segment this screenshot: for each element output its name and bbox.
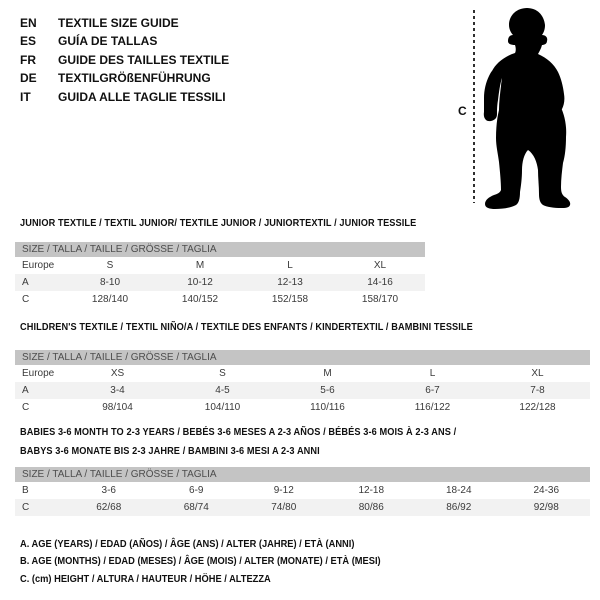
language-code: FR <box>20 52 36 67</box>
height-measure-dashed-line <box>473 10 475 203</box>
table-row <box>15 365 590 382</box>
language-label: GUIDE DES TAILLES TEXTILE <box>58 52 230 67</box>
table-row <box>15 499 590 516</box>
language-code: IT <box>20 89 31 104</box>
size-value-cell: 14-16 <box>367 277 393 288</box>
row-label: A <box>22 385 29 396</box>
language-code: EN <box>20 16 37 30</box>
size-value-cell: 104/110 <box>204 402 241 413</box>
language-code: DE <box>20 71 37 86</box>
row-label: Europe <box>22 368 55 379</box>
size-value-cell: 24-36 <box>533 485 560 496</box>
size-value-cell: S <box>106 260 114 271</box>
size-header-label: SIZE / TALLA / TAILLE / GRÖSSE / TAGLIA <box>22 469 217 480</box>
table-row <box>15 382 590 399</box>
size-header-bar <box>15 242 425 257</box>
size-value-cell: 12-18 <box>358 485 385 496</box>
size-value-cell: XL <box>531 368 544 379</box>
legend-line-c: C. (cm) HEIGHT / ALTURA / HAUTEUR / HÖHE / ALTEZZA <box>20 573 271 585</box>
size-value-cell: XS <box>110 368 125 379</box>
language-label: GUÍA DE TALLAS <box>58 34 158 49</box>
legend-line-a: A. AGE (YEARS) / EDAD (AÑOS) / ÂGE (ANS) / ALTER (JAHRE) / ETÀ (ANNI) <box>20 539 355 550</box>
legend-block <box>20 536 408 588</box>
size-value-cell: 74/80 <box>271 502 297 513</box>
size-value-cell: 4-5 <box>215 385 230 396</box>
size-value-cell: L <box>429 368 436 379</box>
row-label: C <box>22 402 30 413</box>
row-label: C <box>22 502 30 513</box>
size-value-cell: M <box>195 260 205 271</box>
size-value-cell: 152/158 <box>271 294 309 305</box>
size-value-cell: 6-9 <box>189 485 204 496</box>
size-value-cell: 158/170 <box>361 294 399 305</box>
row-label: C <box>22 294 30 305</box>
language-label: TEXTILGRÖßENFÜHRUNG <box>58 71 211 86</box>
size-value-cell: 110/116 <box>310 402 345 413</box>
junior-table-title: JUNIOR TEXTILE / TEXTIL JUNIOR/ TEXTILE JUNIOR / JUNIORTEXTIL / JUNIOR TESSILE <box>20 218 417 229</box>
size-value-cell: 116/122 <box>414 402 451 413</box>
size-value-cell: M <box>323 368 332 379</box>
size-value-cell: 7-8 <box>530 385 545 396</box>
babies-size-table <box>15 467 590 516</box>
size-value-cell: 9-12 <box>273 485 294 496</box>
language-label: GUIDA ALLE TAGLIE TESSILI <box>58 89 226 104</box>
babies-table-title-line1: BABIES 3-6 MONTH TO 2-3 YEARS / BEBÉS 3-6 MESES A 2-3 AÑOS / BÉBÉS 3-6 MOIS À 2-3 ANS / <box>20 427 457 438</box>
size-value-cell: 10-12 <box>187 277 213 288</box>
size-value-cell: 3-6 <box>101 485 116 496</box>
size-value-cell: XL <box>373 260 387 271</box>
size-value-cell: 86/92 <box>446 502 472 513</box>
height-measure-label: C <box>458 104 467 118</box>
table-row <box>15 482 590 499</box>
row-label: Europe <box>22 260 55 271</box>
size-header-bar <box>15 350 590 365</box>
language-code: ES <box>20 34 37 49</box>
language-row <box>20 51 229 69</box>
language-title-block <box>20 14 229 106</box>
size-value-cell: 12-13 <box>277 277 303 288</box>
children-table-title: CHILDREN'S TEXTILE / TEXTIL NIÑO/A / TEXTILE DES ENFANTS / KINDERTEXTIL / BAMBINI TESSILE <box>20 322 473 333</box>
language-row <box>20 32 229 50</box>
table-row <box>15 399 590 416</box>
language-row <box>20 88 229 106</box>
size-value-cell: 18-24 <box>445 485 472 496</box>
table-row <box>15 291 425 308</box>
size-header-label: SIZE / TALLA / TAILLE / GRÖSSE / TAGLIA <box>22 352 217 363</box>
size-header-bar <box>15 467 590 482</box>
size-value-cell: L <box>287 260 293 271</box>
row-label: B <box>22 485 29 496</box>
language-label: TEXTILE SIZE GUIDE <box>58 16 179 30</box>
language-row <box>20 69 229 87</box>
size-header-label: SIZE / TALLA / TAILLE / GRÖSSE / TAGLIA <box>22 244 217 255</box>
size-value-cell: 8-10 <box>99 277 120 288</box>
table-row <box>15 257 425 274</box>
size-value-cell: 80/86 <box>358 502 384 513</box>
size-value-cell: 128/140 <box>91 294 129 305</box>
language-row <box>20 14 229 32</box>
size-value-cell: 98/104 <box>102 402 133 413</box>
babies-table-title-line2: BABYS 3-6 MONATE BIS 2-3 JAHRE / BAMBINI 3-6 MESI A 2-3 ANNI <box>20 446 320 457</box>
legend-line-b: B. AGE (MONTHS) / EDAD (MESES) / ÂGE (MOIS) / ALTER (MONATE) / ETÀ (MESI) <box>20 556 381 568</box>
size-value-cell: 140/152 <box>181 294 219 305</box>
size-value-cell: 68/74 <box>183 502 209 513</box>
size-value-cell: 6-7 <box>425 385 440 396</box>
size-value-cell: 92/98 <box>533 502 559 513</box>
size-value-cell: 3-4 <box>110 385 125 396</box>
size-value-cell: 122/128 <box>519 402 556 413</box>
size-value-cell: 5-6 <box>320 385 335 396</box>
toddler-silhouette-icon <box>480 6 592 212</box>
table-row <box>15 274 425 291</box>
row-label: A <box>22 277 29 288</box>
children-size-table <box>15 350 590 416</box>
junior-size-table <box>15 242 425 308</box>
size-value-cell: 62/68 <box>96 502 122 513</box>
size-value-cell: S <box>219 368 226 379</box>
